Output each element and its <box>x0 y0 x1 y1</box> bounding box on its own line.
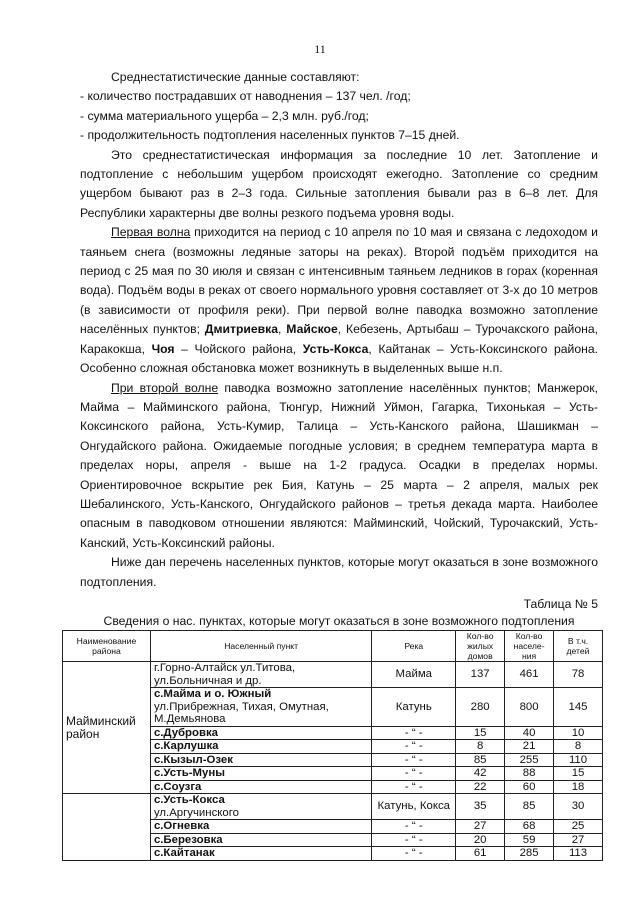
settlement-name: с.Кызыл-Озек <box>153 753 233 766</box>
settlement-cell <box>150 726 371 740</box>
river-cell: Катунь <box>372 688 456 727</box>
children-cell: 78 <box>554 662 603 688</box>
settlement-streets: ул.Больничная и др. <box>153 674 262 687</box>
river-cell: - “ - <box>372 753 456 767</box>
homes-cell: 35 <box>456 794 505 820</box>
homes-cell: 20 <box>456 833 505 847</box>
children-cell: 27 <box>554 833 603 847</box>
river-cell: - “ - <box>372 726 456 740</box>
settlement-name: с.Огневка <box>153 820 210 832</box>
text-span: приходится на период с 10 апреля по 10 мая и связана с ледоходом и таяньем снега (возможны ледяные заторы на реках). Второй подъём приходится на период с 25 мая по 30 июля и связан с интенсивным таяньем ледников в горах (коренная вода). Подъём воды в реках от своего нормального уровня составляет от 3-х до 10 метров (в зависимости от профиля реки). При первой волне паводка возможно затопление населённых пунктов; <box>80 225 598 337</box>
stats-item: - продолжительность подтопления населенных пунктов 7–15 дней. <box>80 128 460 143</box>
header-children: В т.ч. детей <box>554 631 603 662</box>
population-cell: 60 <box>505 780 554 794</box>
children-cell: 18 <box>554 780 603 794</box>
population-cell: 461 <box>505 662 554 688</box>
homes-cell: 27 <box>456 820 505 834</box>
homes-cell: 8 <box>456 740 505 754</box>
settlement-name: с.Березовка <box>153 833 223 846</box>
table-header-row <box>63 631 603 662</box>
body-text <box>80 68 598 592</box>
settlement-name: с.Соузга <box>153 780 202 793</box>
settlement-cell <box>150 820 371 834</box>
population-cell: 68 <box>505 820 554 834</box>
first-wave-term: Первая волна <box>111 225 191 240</box>
settlement-name: г.Горно-Алтайск ул.Титова, <box>153 662 296 674</box>
children-cell: 145 <box>554 688 603 727</box>
river-cell: - “ - <box>372 740 456 754</box>
river-cell: - “ - <box>372 833 456 847</box>
page-number: 11 <box>314 42 326 56</box>
population-cell: 59 <box>505 833 554 847</box>
text-span: паводка возможно затопление населённых пунктов; Манжерок, Майма – Майминского района, Тюнгур, Нижний Уймон, Гагарка, Тихонькая – Усть-Коксинского района, Усть-Кумир, Талица – Усть-Канского района, Шашикман – Онгудайского района. Ожидаемые погодные условия; в среднем температура марта в пределах норы, апреля - выше на 1-2 градуса. Осадки в пределах нормы. Ориентировочное вскрытие рек Бия, Катунь – 25 марта – 2 апреля, малых рек Шебалинского, Усть-Канского, Онгудайского районов – третья декада марта. Наиболее опасным в паводковом отношении являются: Майминский, Чойский, Турочакский, Усть-Канский, Усть-Коксинский районы. <box>80 380 598 550</box>
children-cell: 30 <box>554 794 603 820</box>
population-cell: 800 <box>505 688 554 727</box>
population-cell: 40 <box>505 726 554 740</box>
population-cell: 88 <box>505 767 554 781</box>
header-river: Река <box>372 631 456 662</box>
settlement-cell <box>150 767 371 781</box>
settlement-cell <box>150 780 371 794</box>
district-cell <box>63 794 151 861</box>
settlement-cell <box>150 740 371 754</box>
district-cell: Майминский район <box>63 662 151 794</box>
settlement-cell <box>150 753 371 767</box>
river-cell: - “ - <box>372 847 456 861</box>
homes-cell: 22 <box>456 780 505 794</box>
text-span: , Кайтанак – Усть-Коксинского района. Особенно сложная обстановка может возникнуть в выделенных выше н.п. <box>80 341 599 376</box>
settlement-cell <box>150 833 371 847</box>
header-homes: Кол-во жилых домов <box>456 631 505 662</box>
settlement-highlight: Дмитриевка <box>204 322 279 337</box>
settlement-cell <box>150 847 371 861</box>
settlement-streets: ул.Аргучинского <box>153 806 239 819</box>
header-settlement: Населенный пункт <box>150 631 371 662</box>
settlement-highlight: Майское <box>286 322 338 337</box>
settlement-cell <box>150 688 371 727</box>
homes-cell: 15 <box>456 726 505 740</box>
children-cell: 113 <box>554 847 603 861</box>
children-cell: 110 <box>554 753 603 767</box>
table-caption-block <box>80 596 598 629</box>
population-cell: 255 <box>505 753 554 767</box>
stats-intro: Среднестатистические данные составляют: <box>111 70 360 84</box>
homes-cell: 137 <box>456 662 505 688</box>
stats-item: - сумма материального ущерба – 2,3 млн. руб./год; <box>80 108 369 123</box>
settlements-table <box>62 630 603 861</box>
settlement-name: с.Усть-Муны <box>153 767 225 779</box>
river-cell: Майма <box>372 662 456 688</box>
settlement-streets: ул.Прибрежная, Тихая, Омутная, М.Демьянова <box>153 700 329 725</box>
children-cell: 25 <box>554 820 603 834</box>
table-row <box>63 794 603 820</box>
settlement-name: с.Карлушка <box>153 740 219 752</box>
settlement-cell <box>150 794 371 820</box>
population-cell: 21 <box>505 740 554 754</box>
text-span: , <box>278 322 287 337</box>
table-caption: Сведения о нас. пунктах, которые могут оказаться в зоне возможного подтопления <box>103 614 575 628</box>
table-row <box>63 662 603 688</box>
paragraph-statistics: Это среднестатистическая информация за последние 10 лет. Затопление и подтопление с небольшим ущербом происходят ежегодно. Затопление со средним ущербом бывают раз в 2–3 года. Сильные затопления бывали раз в 6–8 лет. Для Республики характерны две волны резкого подъема уровня воды. <box>80 147 598 220</box>
settlement-cell <box>150 662 371 688</box>
text-span: , Кебезень, Артыбаш – Турочакского района, Каракокша, <box>80 322 598 356</box>
settlement-name: с.Усть-Кокса <box>153 794 225 806</box>
paragraph-second-wave <box>80 379 598 554</box>
river-cell: - “ - <box>372 780 456 794</box>
header-population: Кол-во населе-ния <box>505 631 554 662</box>
settlement-name: с.Майма и о. Южный <box>153 688 272 700</box>
text-span: – Чойского района, <box>174 341 303 356</box>
homes-cell: 42 <box>456 767 505 781</box>
population-cell: 285 <box>505 847 554 861</box>
children-cell: 8 <box>554 740 603 754</box>
settlement-name: с.Дубровка <box>153 726 219 739</box>
table-label: Таблица № 5 <box>523 597 598 611</box>
river-cell: Катунь, Кокса <box>372 794 456 820</box>
settlement-highlight: Усть-Кокса <box>302 341 369 356</box>
homes-cell: 280 <box>456 688 505 727</box>
paragraph-first-wave <box>80 223 598 378</box>
river-cell: - “ - <box>372 820 456 834</box>
settlement-name: с.Кайтанак <box>153 847 215 859</box>
paragraph-list-intro: Ниже дан перечень населенных пунктов, которые могут оказаться в зоне возможного подтопления. <box>80 555 598 589</box>
children-cell: 15 <box>554 767 603 781</box>
homes-cell: 61 <box>456 847 505 861</box>
homes-cell: 85 <box>456 753 505 767</box>
second-wave-term: При второй волне <box>111 380 219 395</box>
river-cell: - “ - <box>372 767 456 781</box>
settlement-highlight: Чоя <box>151 341 175 356</box>
children-cell: 10 <box>554 726 603 740</box>
header-district: Наименование района <box>63 631 151 662</box>
stats-item: - количество пострадавших от наводнения – 137 чел. /год; <box>80 89 411 104</box>
population-cell: 85 <box>505 794 554 820</box>
